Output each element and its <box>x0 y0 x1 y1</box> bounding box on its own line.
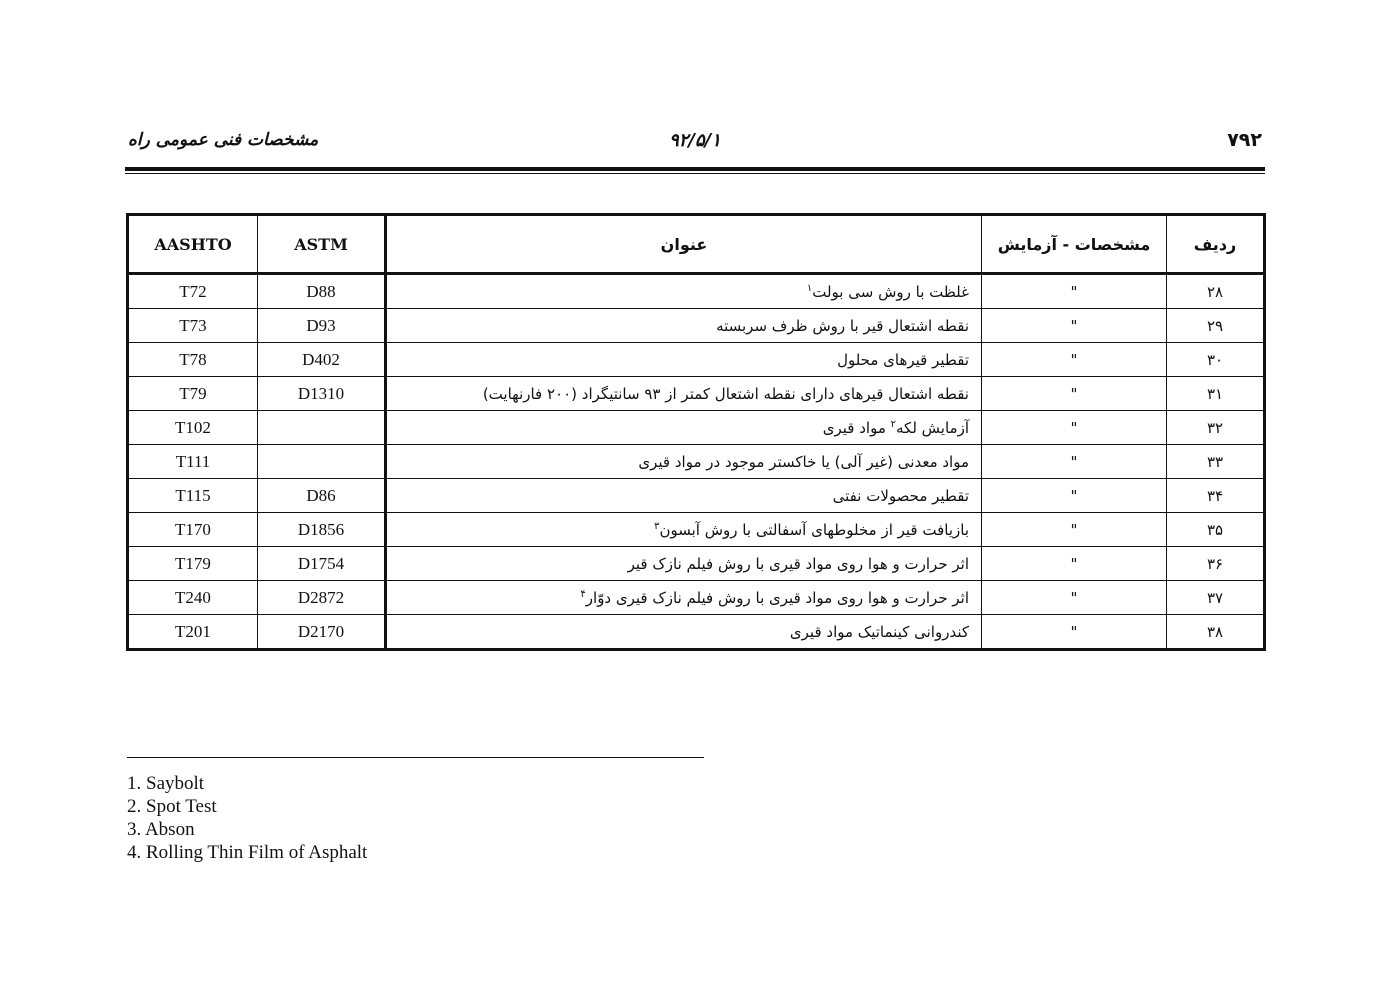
astm-cell: D402 <box>258 343 386 377</box>
spec-test-cell: " <box>982 309 1167 343</box>
table-row <box>128 343 1265 377</box>
table-row <box>128 377 1265 411</box>
title-cell <box>386 581 982 615</box>
row-number-cell: ۲۹ <box>1167 309 1265 343</box>
title-text-continued: مواد قیری <box>822 418 891 437</box>
table-row <box>128 547 1265 581</box>
footnote-4: 4. Rolling Thin Film of Asphalt <box>127 842 368 863</box>
footnote-3: 3. Abson <box>127 819 195 840</box>
header-rule-thick <box>125 167 1265 171</box>
title-text: کندروانی کینماتیک مواد قیری <box>789 622 969 641</box>
title-cell <box>386 615 982 650</box>
title-text: بازیافت قیر از مخلوطهای آسفالتی با روش آبسون <box>659 520 969 539</box>
table-row <box>128 274 1265 309</box>
footnote-rule <box>127 757 704 758</box>
title-text: نقطه اشتعال قیر با روش ظرف سربسته <box>716 316 969 335</box>
title-text: تقطیر قیرهای محلول <box>837 350 969 369</box>
table-row <box>128 411 1265 445</box>
title-cell <box>386 547 982 581</box>
row-number-cell: ۳۳ <box>1167 445 1265 479</box>
test-spec-table <box>126 213 1266 651</box>
footnote-ref: ۴ <box>580 588 586 600</box>
header-rule-thin <box>125 173 1265 174</box>
spec-test-cell: " <box>982 343 1167 377</box>
header-title: عنوان <box>386 215 982 274</box>
footnote-ref: ۲ <box>890 418 897 430</box>
astm-cell: D1310 <box>258 377 386 411</box>
table-header-row <box>128 215 1265 274</box>
table-row <box>128 445 1265 479</box>
title-text: تقطیر محصولات نفتی <box>832 486 969 505</box>
astm-cell: D1856 <box>258 513 386 547</box>
footnote-2: 2. Spot Test <box>127 796 217 817</box>
row-number-cell: ۳۶ <box>1167 547 1265 581</box>
astm-cell: D93 <box>258 309 386 343</box>
table-row <box>128 513 1265 547</box>
aashto-cell: T78 <box>128 343 258 377</box>
spec-test-cell: " <box>982 513 1167 547</box>
aashto-cell: T240 <box>128 581 258 615</box>
title-text: نقطه اشتعال قیرهای دارای نقطه اشتعال کمتر از ۹۳ سانتیگراد (۲۰۰ فارنهایت) <box>482 384 969 403</box>
spec-test-cell: " <box>982 581 1167 615</box>
spec-test-cell: " <box>982 377 1167 411</box>
table-row <box>128 615 1265 650</box>
aashto-cell: T111 <box>128 445 258 479</box>
document-date: ۹۲/۵/۱ <box>669 130 721 151</box>
row-number-cell: ۳۷ <box>1167 581 1265 615</box>
title-cell <box>386 377 982 411</box>
spec-test-cell: " <box>982 445 1167 479</box>
title-text: اثر حرارت و هوا روی مواد قیری با روش فیلم نازک قیر <box>627 554 969 573</box>
title-text: غلظت با روش سی بولت <box>812 282 969 301</box>
aashto-cell: T179 <box>128 547 258 581</box>
aashto-cell: T201 <box>128 615 258 650</box>
row-number-cell: ۳۲ <box>1167 411 1265 445</box>
page-header <box>125 126 1265 160</box>
title-text: آزمایش لکه <box>896 418 969 437</box>
astm-cell <box>258 411 386 445</box>
spec-test-cell: " <box>982 615 1167 650</box>
title-text: مواد معدنی (غیر آلی) یا خاکستر موجود در مواد قیری <box>638 452 969 471</box>
astm-cell: D86 <box>258 479 386 513</box>
astm-cell: D2170 <box>258 615 386 650</box>
document-title: مشخصات فنی عمومی راه <box>128 130 319 150</box>
footnote-1: 1. Saybolt <box>127 773 205 794</box>
row-number-cell: ۳۰ <box>1167 343 1265 377</box>
row-number-cell: ۳۵ <box>1167 513 1265 547</box>
spec-test-cell: " <box>982 411 1167 445</box>
footnote-ref: ۱ <box>806 282 813 294</box>
row-number-cell: ۳۸ <box>1167 615 1265 650</box>
row-number-cell: ۳۴ <box>1167 479 1265 513</box>
row-number-cell: ۲۸ <box>1167 274 1265 309</box>
title-cell <box>386 479 982 513</box>
spec-test-cell: " <box>982 547 1167 581</box>
footnote-ref: ۳ <box>654 520 660 532</box>
title-text: اثر حرارت و هوا روی مواد قیری با روش فیلم نازک قیری دوّار <box>585 588 969 607</box>
title-cell <box>386 411 982 445</box>
astm-cell <box>258 445 386 479</box>
aashto-cell: T115 <box>128 479 258 513</box>
aashto-cell: T79 <box>128 377 258 411</box>
aashto-cell: T73 <box>128 309 258 343</box>
table-row <box>128 479 1265 513</box>
page-number: ۷۹۲ <box>1227 129 1262 151</box>
header-row-no: ردیف <box>1167 215 1265 274</box>
title-cell <box>386 445 982 479</box>
aashto-cell: T72 <box>128 274 258 309</box>
title-cell <box>386 513 982 547</box>
header-aashto: AASHTO <box>128 215 258 274</box>
footnotes <box>127 772 367 864</box>
astm-cell: D2872 <box>258 581 386 615</box>
astm-cell: D1754 <box>258 547 386 581</box>
row-number-cell: ۳۱ <box>1167 377 1265 411</box>
spec-test-cell: " <box>982 274 1167 309</box>
title-cell <box>386 274 982 309</box>
aashto-cell: T102 <box>128 411 258 445</box>
astm-cell: D88 <box>258 274 386 309</box>
table-row <box>128 309 1265 343</box>
header-astm: ASTM <box>258 215 386 274</box>
title-cell <box>386 309 982 343</box>
title-cell <box>386 343 982 377</box>
spec-test-cell: " <box>982 479 1167 513</box>
header-spec-test: مشخصات - آزمایش <box>982 215 1167 274</box>
aashto-cell: T170 <box>128 513 258 547</box>
table-row <box>128 581 1265 615</box>
